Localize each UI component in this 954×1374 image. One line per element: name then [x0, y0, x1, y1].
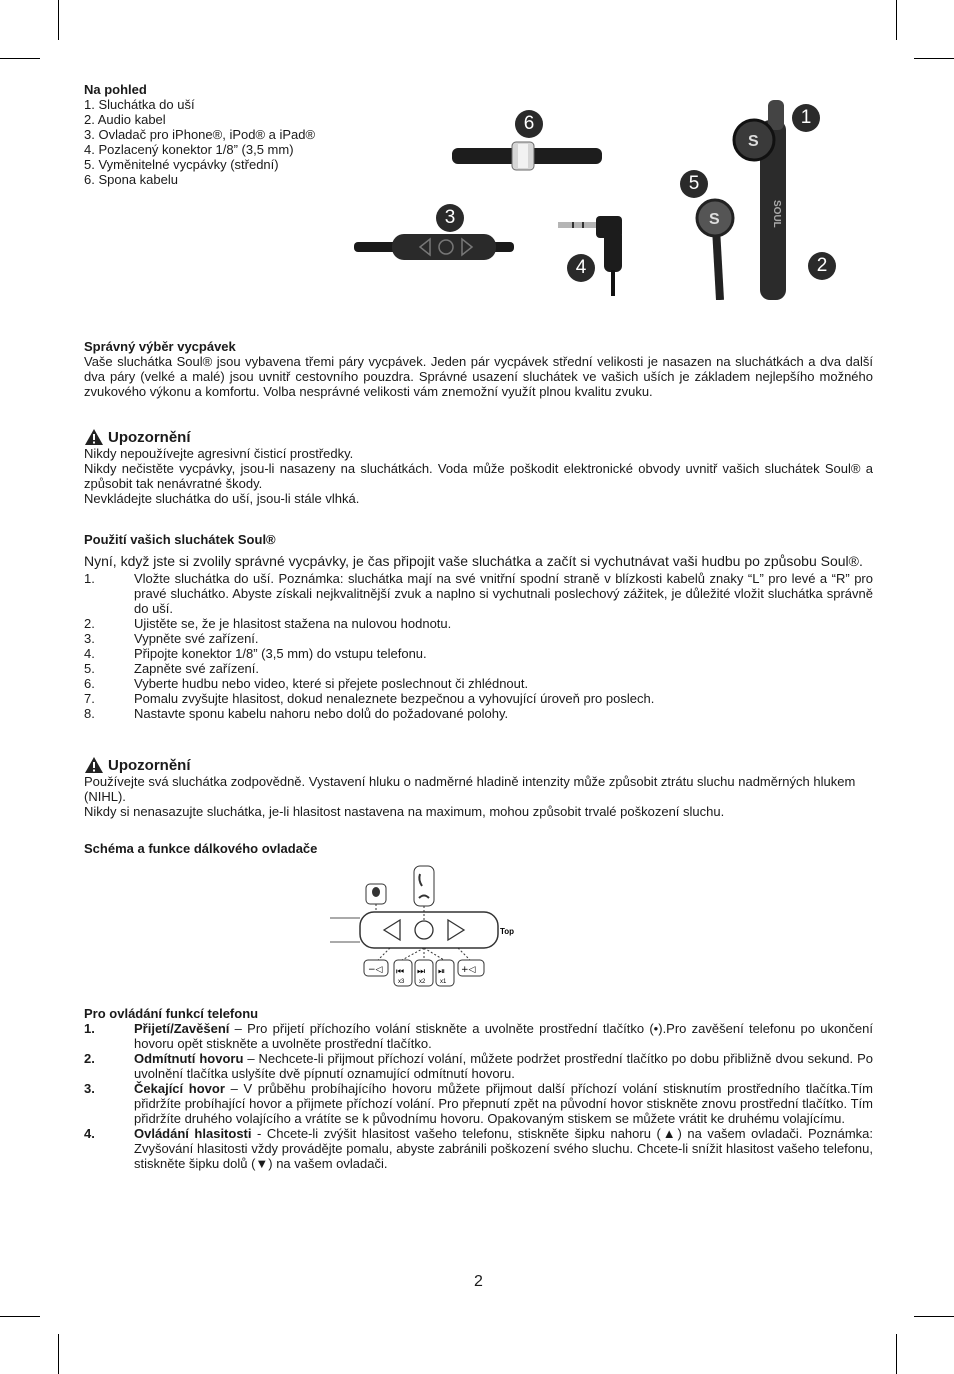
- usage-step: [84, 676, 873, 691]
- warning-heading: [84, 428, 873, 446]
- overview-title: Na pohled: [84, 82, 147, 97]
- phone-item-number: 4.: [84, 1126, 95, 1141]
- phone-title: Pro ovládání funkcí telefonu: [84, 1006, 259, 1021]
- warning-icon: [84, 428, 104, 446]
- warning-line: Používejte svá sluchátka zodpovědně. Vystavení hluku o nadměrné hladině intenzity může způsobit ztrátu sluchu nadměrných hlukem (NIHL).: [84, 774, 856, 804]
- usage-step: [84, 616, 873, 631]
- phone-item-number: 3.: [84, 1081, 95, 1096]
- badge-2: 2: [808, 252, 836, 280]
- overview-item: 3. Ovladač pro iPhone®, iPod® a iPad®: [84, 127, 316, 142]
- badge-6: 6: [515, 110, 543, 138]
- cable-clip-image: [452, 142, 602, 170]
- usage-step-number: 5.: [84, 661, 95, 676]
- remote-title: Schéma a funkce dálkového ovladače: [84, 841, 318, 856]
- phone-item: [84, 1051, 873, 1081]
- usage-step: [84, 646, 873, 661]
- press-count-label: x1: [440, 979, 447, 985]
- warning-line: Nikdy nečistěte vycpávky, jsou-li nasazeny na sluchátkách. Voda může poškodit elektronické obvody uvnitř vašich sluchátek Soul® a způsobit tak nenávratné škody.: [84, 461, 873, 491]
- usage-intro: Nyní, když jste si zvolily správné vycpávky, je čas připojit vaše sluchátka a začít si vychutnávat vaši hudbu po způsobu Soul®.: [84, 553, 863, 569]
- usage-step-text: Vložte sluchátka do uší. Poznámka: sluchátka mají na své vnitřní spodní straně v blízkosti kabelů znaky “L” pro levé a “R” pro pravé sluchátko. Abyste získali nejkvalitnější zvuk a naplno si vychutnali poslechový zážitek, je důležité vložit sluchátka správně do uší.: [134, 571, 873, 616]
- remote-image: [354, 234, 514, 260]
- usage-step-text: Zapněte své zařízení.: [134, 661, 260, 676]
- usage-step-number: 6.: [84, 676, 95, 691]
- overview-item: 5. Vyměnitelné vycpávky (střední): [84, 157, 279, 172]
- overview-item: 1. Sluchátka do uší: [84, 97, 195, 112]
- overview-item: 6. Spona kabelu: [84, 172, 178, 187]
- usage-step-text: Vyberte hudbu nebo video, které si přejete poslechnout či zhlédnout.: [134, 676, 529, 691]
- tips-section: [84, 339, 873, 399]
- phone-item-number: 1.: [84, 1021, 95, 1036]
- crop-mark: [58, 0, 59, 40]
- svg-text:SOUL: SOUL: [771, 200, 782, 228]
- overview-item: 4. Pozlacený konektor 1/8” (3,5 mm): [84, 142, 294, 157]
- badge-4: 4: [567, 254, 595, 282]
- usage-step: [84, 661, 873, 676]
- badge-1: 1: [792, 104, 820, 132]
- usage-step-text: Pomalu zvyšujte hlasitost, dokud nenaleznete bezpečnou a vyhovující úroveň pro poslech.: [134, 691, 655, 706]
- usage-title: Použití vašich sluchátek Soul®: [84, 532, 276, 547]
- warning-line: Nevkládejte sluchátka do uší, jsou-li stále vlhká.: [84, 491, 360, 506]
- phone-items: [84, 1021, 873, 1171]
- svg-text:⏮: ⏮: [396, 967, 405, 977]
- usage-step-number: 8.: [84, 706, 95, 721]
- usage-step-text: Připojte konektor 1/8” (3,5 mm) do vstupu telefonu.: [134, 646, 427, 661]
- overview-item: 2. Audio kabel: [84, 112, 166, 127]
- remote-top-label: Top: [500, 927, 515, 936]
- crop-mark: [896, 1334, 897, 1374]
- phone-item-body: [134, 1081, 873, 1126]
- svg-text:S: S: [709, 211, 720, 228]
- earbud-image: [697, 100, 786, 300]
- phone-item-text: – Pro přijetí příchozího volání stiskněte a uvolněte prostřední tlačítko (•).Pro zavěšení telefonu po ukončení hovoru opět stiskněte a uvolněte prostřední tlačítko.: [134, 1021, 873, 1051]
- crop-mark: [0, 1316, 40, 1317]
- usage-step-number: 4.: [84, 646, 95, 661]
- warning-section-2: [84, 756, 873, 819]
- svg-text:+◁: +◁: [461, 965, 476, 975]
- crop-mark: [0, 58, 40, 59]
- usage-step-text: Ujistěte se, že je hlasitost stažena na nulovou hodnotu.: [134, 616, 452, 631]
- phone-item-term: Ovládání hlasitosti: [134, 1126, 252, 1141]
- phone-item-text: – Nechcete-li přijmout příchozí volání, můžete podržet prostřední tlačítko po dobu přibližně dvou sekund. Po uvolnění tlačítka uslyšíte dvě pípnutí oznamující odmítnutí hovoru.: [134, 1051, 873, 1081]
- crop-mark: [896, 0, 897, 40]
- usage-section: [84, 532, 873, 721]
- phone-item-body: [134, 1126, 873, 1171]
- phone-item-term: Odmítnutí hovoru: [134, 1051, 244, 1066]
- phone-item-text: - Chcete-li zvýšit hlasitost vašeho telefonu, stiskněte šipku nahoru (▲) na vašem ovladači. Poznámka: Zvyšování hlasitosti vždy provádějte pomalu, abyste zabránili poškození svého sluchu. Chcete-li snížit hlasitost vašeho telefonu, stiskněte šipku dolů (▼) na vašem ovladači.: [134, 1126, 873, 1171]
- usage-step-number: 7.: [84, 691, 95, 706]
- warning-line: Nikdy nepoužívejte agresivní čisticí prostředky.: [84, 446, 354, 461]
- usage-step: [84, 691, 873, 706]
- warning-section-1: [84, 428, 873, 506]
- phone-item: [84, 1126, 873, 1171]
- usage-step-number: 2.: [84, 616, 95, 631]
- crop-mark: [58, 1334, 59, 1374]
- svg-text:S: S: [748, 133, 759, 150]
- usage-step-text: Vypněte své zařízení.: [134, 631, 259, 646]
- phone-section: [84, 1006, 873, 1171]
- page-number: 2: [474, 1273, 483, 1290]
- press-count-label: x3: [398, 979, 405, 985]
- overview-section: [84, 82, 384, 187]
- svg-text:−◁: −◁: [368, 965, 383, 975]
- phone-icon: [414, 866, 434, 906]
- usage-step-number: 1.: [84, 571, 95, 586]
- audio-plug-image: [558, 216, 622, 296]
- svg-text:⏭: ⏭: [417, 967, 426, 977]
- crop-mark: [914, 1316, 954, 1317]
- phone-item-body: [134, 1051, 873, 1081]
- usage-steps: [84, 571, 873, 721]
- remote-diagram: [330, 862, 530, 990]
- badge-5: 5: [680, 170, 708, 198]
- tips-text: Vaše sluchátka Soul® jsou vybavena třemi páry vycpávek. Jeden pár vycpávek střední velikosti je nasazen na sluchátkách a dva další dva páry (velké a malé) jsou uvnitř cestovního pouzdra. Správné usazení sluchátek ve vašich uších je základem nejlepšího možného zvukového výkonu a komfortu. Volba nesprávné velikosti vám znemožní využít plnou kvalitu zvuku.: [84, 354, 873, 399]
- phone-item-text: – V průběhu probíhajícího hovoru můžete přijmout další příchozí volání stisknutím prostředního tlačítka.Tím přidržíte probíhající hovor a přijmete příchozí volání. Pro přepnutí zpět na původní hovor stiskněte znovu prostřední tlačítko. Tím přidržíte druhého volajícího a vrátíte se k původnímu hovoru. Opakovaným stiskem se můžete vrátit ke druhému volajícímu.: [134, 1081, 873, 1126]
- tips-title: Správný výběr vycpávek: [84, 339, 236, 354]
- warning-title: Upozornění: [108, 428, 191, 446]
- phone-item-term: Čekající hovor: [134, 1081, 225, 1096]
- svg-text:⏯: ⏯: [438, 967, 446, 977]
- press-count-label: x2: [419, 979, 426, 985]
- badge-3: 3: [436, 204, 464, 232]
- usage-step: [84, 631, 873, 646]
- phone-item-number: 2.: [84, 1051, 95, 1066]
- warning-title: Upozornění: [108, 756, 191, 774]
- usage-step: [84, 706, 873, 721]
- warning-line: Nikdy si nenasazujte sluchátka, je-li hlasitost nastavena na maximum, mohou způsobit trvalé poškození sluchu.: [84, 804, 725, 819]
- usage-step-number: 3.: [84, 631, 95, 646]
- phone-item: [84, 1021, 873, 1051]
- phone-item-term: Přijetí/Zavěšení: [134, 1021, 230, 1036]
- warning-icon: [84, 756, 104, 774]
- warning-heading: [84, 756, 873, 774]
- crop-mark: [914, 58, 954, 59]
- usage-step: [84, 571, 873, 616]
- phone-item: [84, 1081, 873, 1126]
- phone-item-body: [134, 1021, 873, 1051]
- usage-step-text: Nastavte sponu kabelu nahoru nebo dolů do požadované polohy.: [134, 706, 509, 721]
